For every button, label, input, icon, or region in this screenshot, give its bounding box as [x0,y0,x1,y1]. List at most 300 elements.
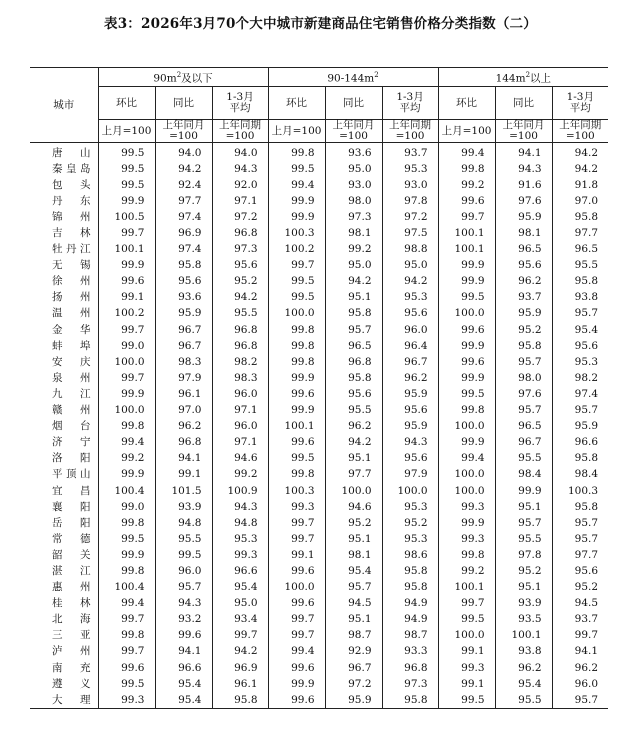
index-value: 94.2 [325,274,382,290]
index-value: 98.1 [325,547,382,563]
index-value: 100.1 [438,225,495,241]
city-name: 赣州 [30,403,98,419]
index-value: 95.6 [382,451,438,467]
table-row [30,290,608,306]
index-value: 99.8 [268,338,325,354]
table-title: 表3：2026年3月70个大中城市新建商品住宅销售价格分类指数（二） [104,16,537,32]
mom-label: 环比 [116,96,137,109]
table-row [30,322,608,338]
index-value: 94.2 [212,290,268,306]
index-value: 95.2 [382,515,438,531]
index-value: 95.0 [325,161,382,177]
index-value: 93.3 [382,644,438,660]
index-value: 97.8 [495,547,552,563]
index-value: 95.6 [552,338,608,354]
index-value: 93.6 [155,290,212,306]
city-name: 韶关 [30,547,98,563]
index-value: 97.7 [325,467,382,483]
city-name: 济宁 [30,435,98,451]
index-value: 93.7 [552,612,608,628]
index-value: 99.7 [98,612,155,628]
index-value: 95.8 [552,209,608,225]
yoy-base [325,120,382,143]
index-value: 95.6 [495,258,552,274]
city-name: 温州 [30,306,98,322]
index-value: 99.6 [268,692,325,709]
city-name: 烟台 [30,419,98,435]
city-name: 唐山 [30,143,98,162]
index-value: 93.9 [495,596,552,612]
index-value: 95.8 [382,563,438,579]
index-value: 99.2 [438,563,495,579]
index-value: 95.8 [155,258,212,274]
city-column-header [30,68,98,143]
index-value: 99.6 [268,660,325,676]
index-value: 99.7 [268,612,325,628]
index-value: 96.6 [155,660,212,676]
index-value: 95.5 [552,258,608,274]
index-value: 95.0 [325,258,382,274]
index-value: 95.6 [552,563,608,579]
index-value: 99.7 [98,225,155,241]
index-value: 100.0 [98,354,155,370]
index-value: 95.8 [552,451,608,467]
index-value: 95.4 [495,676,552,692]
mom-base [438,120,495,143]
city-name: 北海 [30,612,98,628]
index-value: 100.9 [212,483,268,499]
index-value: 96.7 [495,435,552,451]
index-value: 100.3 [552,483,608,499]
index-value: 92.4 [155,177,212,193]
table-row [30,242,608,258]
city-name: 常德 [30,531,98,547]
index-value: 96.2 [552,660,608,676]
index-value: 91.6 [495,177,552,193]
index-value: 95.8 [382,580,438,596]
index-value: 97.2 [382,209,438,225]
index-value: 100.4 [98,483,155,499]
index-value: 95.2 [325,515,382,531]
index-value: 99.7 [212,628,268,644]
index-value: 95.4 [212,580,268,596]
mom-label: 环比 [456,96,478,109]
city-name: 桂林 [30,596,98,612]
index-value: 96.8 [382,660,438,676]
index-value: 98.0 [325,193,382,209]
city-name: 九江 [30,386,98,402]
index-value: 94.2 [155,161,212,177]
index-value: 95.6 [212,258,268,274]
index-value: 95.3 [552,354,608,370]
table-row [30,419,608,435]
city-name: 安庆 [30,354,98,370]
avg-base-line2: =100 [395,130,425,142]
index-value: 98.0 [495,370,552,386]
index-value: 95.8 [382,692,438,709]
index-value: 99.7 [98,370,155,386]
table-row [30,435,608,451]
index-value: 99.8 [268,143,325,162]
avg-base-line2: =100 [565,130,595,142]
size-group-suffix: 及以下 [181,72,213,85]
table-row [30,483,608,499]
index-value: 96.2 [155,419,212,435]
index-value: 94.6 [325,499,382,515]
index-value: 99.9 [98,467,155,483]
avg-label-line2: 平均 [399,102,421,114]
index-value: 100.5 [98,209,155,225]
index-value: 96.0 [552,676,608,692]
index-value: 96.9 [212,660,268,676]
index-value: 99.1 [438,676,495,692]
yoy-base-line1: 上年同月 [332,119,375,131]
index-value: 97.2 [212,209,268,225]
index-value: 100.0 [438,306,495,322]
yoy-label: 同比 [343,96,365,109]
city-name: 湛江 [30,563,98,579]
index-value: 99.5 [98,676,155,692]
index-value: 99.6 [438,354,495,370]
index-value: 100.1 [438,580,495,596]
index-value: 95.7 [495,354,552,370]
index-value: 99.1 [155,467,212,483]
index-value: 96.7 [382,354,438,370]
city-name: 南充 [30,660,98,676]
index-value: 96.8 [155,435,212,451]
index-value: 99.8 [438,547,495,563]
mom-header [438,87,495,120]
index-value: 95.6 [155,274,212,290]
index-value: 95.7 [495,403,552,419]
city-name: 丹东 [30,193,98,209]
index-value: 99.3 [98,692,155,709]
index-value: 95.1 [325,612,382,628]
city-name: 锦州 [30,209,98,225]
index-value: 95.3 [382,290,438,306]
index-value: 97.8 [382,193,438,209]
index-value: 97.3 [212,242,268,258]
index-value: 99.7 [98,322,155,338]
index-value: 99.6 [155,628,212,644]
index-value: 99.9 [438,274,495,290]
avg-base [212,120,268,143]
city-name: 金华 [30,322,98,338]
index-value: 95.4 [325,563,382,579]
index-value: 95.7 [495,515,552,531]
city-name: 泸州 [30,644,98,660]
index-value: 99.7 [552,628,608,644]
index-value: 99.6 [268,563,325,579]
index-value: 99.8 [268,322,325,338]
index-value: 95.6 [382,306,438,322]
size-group-header [98,68,268,87]
index-value: 96.1 [155,386,212,402]
yoy-header [155,87,212,120]
city-name: 蚌埠 [30,338,98,354]
index-value: 99.8 [98,563,155,579]
table-row [30,660,608,676]
size-group-header [438,68,608,87]
index-value: 99.7 [268,515,325,531]
index-value: 99.6 [98,660,155,676]
yoy-header [325,87,382,120]
index-value: 96.7 [155,322,212,338]
index-value: 99.9 [438,338,495,354]
index-value: 99.3 [438,499,495,515]
index-value: 92.9 [325,644,382,660]
index-value: 99.3 [438,660,495,676]
index-value: 96.5 [552,242,608,258]
index-value: 93.2 [155,612,212,628]
index-value: 99.4 [438,451,495,467]
index-value: 100.2 [268,242,325,258]
city-name: 三亚 [30,628,98,644]
index-value: 97.3 [382,676,438,692]
index-value: 95.8 [495,338,552,354]
index-value: 95.3 [212,531,268,547]
yoy-label: 同比 [513,96,535,109]
index-value: 95.9 [552,419,608,435]
index-value: 94.3 [212,161,268,177]
city-name: 大理 [30,692,98,709]
avg-base-line1: 上年同期 [219,119,261,131]
table-row [30,547,608,563]
index-value: 97.1 [212,193,268,209]
table-row [30,563,608,579]
table-row [30,515,608,531]
index-value: 95.1 [325,290,382,306]
index-value: 99.8 [268,354,325,370]
index-value: 99.6 [438,193,495,209]
index-value: 98.1 [325,225,382,241]
index-value: 94.3 [382,435,438,451]
city-name: 洛阳 [30,451,98,467]
index-value: 101.5 [155,483,212,499]
index-value: 96.0 [212,419,268,435]
index-value: 94.8 [212,515,268,531]
index-value: 100.1 [438,242,495,258]
index-value: 93.7 [382,143,438,162]
table-row [30,467,608,483]
size-group-unit-exponent: 2 [525,70,531,79]
index-value: 98.7 [382,628,438,644]
index-value: 93.0 [325,177,382,193]
index-value: 97.6 [495,386,552,402]
index-value: 99.9 [98,193,155,209]
index-value: 97.6 [495,193,552,209]
avg-base [382,120,438,143]
index-value: 95.0 [382,258,438,274]
index-value: 99.7 [98,644,155,660]
yoy-base [495,120,552,143]
avg-header [552,87,608,120]
index-value: 94.2 [325,435,382,451]
index-value: 99.0 [98,499,155,515]
index-value: 95.7 [552,692,608,709]
index-value: 97.0 [552,193,608,209]
index-value: 95.0 [212,596,268,612]
index-value: 97.9 [155,370,212,386]
size-group-base: 90m [153,72,177,85]
index-value: 96.0 [212,386,268,402]
index-value: 98.7 [325,628,382,644]
index-value: 94.1 [495,143,552,162]
index-value: 96.7 [325,660,382,676]
index-value: 99.5 [438,612,495,628]
table-row [30,209,608,225]
index-value: 94.2 [382,274,438,290]
index-value: 95.9 [382,419,438,435]
index-value: 95.7 [552,531,608,547]
yoy-base [155,120,212,143]
index-value: 98.6 [382,547,438,563]
index-value: 100.0 [325,483,382,499]
index-value: 99.4 [268,644,325,660]
size-group-unit-exponent: 2 [374,70,379,79]
index-value: 94.3 [495,161,552,177]
index-value: 99.1 [98,290,155,306]
index-value: 95.9 [495,306,552,322]
index-value: 100.1 [495,628,552,644]
index-value: 94.2 [212,644,268,660]
yoy-base-line2: =100 [339,130,368,142]
table-row [30,161,608,177]
index-value: 91.8 [552,177,608,193]
index-value: 95.2 [495,322,552,338]
index-value: 99.4 [268,177,325,193]
index-value: 99.9 [268,676,325,692]
avg-label-line1: 1-3月 [566,91,594,103]
index-value: 97.7 [552,225,608,241]
index-value: 98.3 [155,354,212,370]
index-value: 99.5 [98,531,155,547]
index-value: 98.2 [212,354,268,370]
index-value: 99.9 [495,483,552,499]
index-value: 99.4 [438,143,495,162]
city-name: 扬州 [30,290,98,306]
index-value: 96.0 [382,322,438,338]
index-value: 96.8 [212,225,268,241]
city-name: 宜昌 [30,483,98,499]
city-name: 吉林 [30,225,98,241]
index-value: 99.4 [98,435,155,451]
index-value: 95.5 [495,531,552,547]
index-value: 93.8 [552,290,608,306]
index-value: 99.9 [438,435,495,451]
index-value: 99.9 [438,258,495,274]
avg-label-line1: 1-3月 [226,91,254,103]
table-row [30,596,608,612]
index-value: 99.3 [268,499,325,515]
mom-header [268,87,325,120]
index-value: 99.7 [268,258,325,274]
index-value: 93.0 [382,177,438,193]
index-value: 95.3 [382,161,438,177]
table-row [30,403,608,419]
index-value: 99.5 [268,274,325,290]
size-group-header [268,68,438,87]
index-value: 95.1 [495,580,552,596]
index-value: 95.7 [552,306,608,322]
index-value: 96.5 [325,338,382,354]
index-value: 94.3 [212,499,268,515]
index-value: 94.8 [155,515,212,531]
index-value: 96.8 [212,338,268,354]
index-value: 99.7 [438,596,495,612]
index-value: 93.5 [495,612,552,628]
table-row [30,612,608,628]
index-value: 100.1 [98,242,155,258]
table-row [30,628,608,644]
index-value: 99.9 [98,258,155,274]
index-value: 99.5 [438,692,495,709]
index-value: 94.5 [552,596,608,612]
index-value: 99.5 [438,386,495,402]
index-value: 96.2 [325,419,382,435]
size-group-suffix: 以上 [530,72,552,85]
index-value: 99.8 [268,467,325,483]
index-value: 94.2 [552,161,608,177]
index-value: 99.5 [155,547,212,563]
index-value: 100.0 [438,419,495,435]
avg-base-line1: 上年同期 [389,119,432,131]
index-value: 99.6 [268,435,325,451]
index-value: 98.4 [552,467,608,483]
index-value: 99.5 [98,177,155,193]
index-value: 97.2 [325,676,382,692]
table-row [30,274,608,290]
index-value: 93.7 [495,290,552,306]
index-value: 93.9 [155,499,212,515]
index-value: 99.7 [438,209,495,225]
index-value: 95.4 [155,692,212,709]
table-row [30,306,608,322]
table-row [30,370,608,386]
index-value: 94.6 [212,451,268,467]
index-value: 99.2 [325,242,382,258]
index-value: 100.0 [98,403,155,419]
index-value: 97.7 [552,547,608,563]
index-value: 99.6 [268,596,325,612]
city-name: 平顶山 [30,467,98,483]
index-value: 100.4 [98,580,155,596]
table-row [30,580,608,596]
index-value: 99.8 [98,419,155,435]
index-value: 100.3 [268,225,325,241]
city-header-label: 城市 [53,98,75,111]
index-value: 97.4 [552,386,608,402]
index-value: 97.7 [155,193,212,209]
index-value: 100.0 [438,467,495,483]
index-value: 99.0 [98,338,155,354]
yoy-base-line2: =100 [509,130,538,142]
index-value: 99.5 [268,451,325,467]
index-value: 95.5 [212,306,268,322]
avg-header [212,87,268,120]
index-value: 94.1 [552,644,608,660]
city-name: 泉州 [30,370,98,386]
index-value: 100.0 [268,580,325,596]
table-row [30,644,608,660]
table-body [30,143,608,709]
index-value: 99.9 [268,209,325,225]
index-value: 99.3 [212,547,268,563]
table-row [30,386,608,402]
index-value: 100.2 [98,306,155,322]
index-value: 95.4 [552,322,608,338]
city-name: 秦皇岛 [30,161,98,177]
